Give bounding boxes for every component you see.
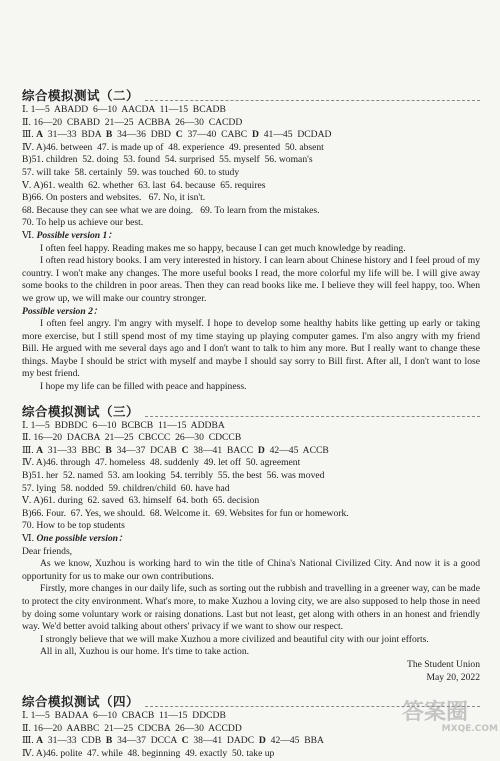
watermark-url: MXQE.COM [441,724,498,734]
answer-line: 70. How to be top students [22,520,125,532]
answer-line: Ⅱ. 16—20 DACBA 21—25 CBCCC 26—30 CDCCB [22,432,242,444]
essay-paragraph: Firstly, more changes in our daily life, such as sorting out the rubbish and travelling in a greener way, can be made to protect the city environment. What's more, to make Xuzhou a loving city, we are also supposed to help those in need by doing some voluntary work or raising donations. Last but not least, get along with others in an honest and friendly way. We'd better avoid talking about others' privacy if we want to show our respect. [22,583,480,633]
answer-line: Ⅰ. 1—5 BDBDC 6—10 BCBCB 11—15 ADDBA [22,419,225,431]
section-3-title: 综合模拟测试（三） [22,403,140,419]
section-2-title: 综合模拟测试（二） [22,88,140,103]
answer-line: Ⅲ. A 31—33 BDA B 34—36 DBD C 37—40 CABC D 41—45 DCDAD [22,129,332,141]
letter-signature: The Student Union [406,658,480,670]
essay-paragraph: All in all, Xuzhou is our home. It's time to take action. [40,646,250,658]
answer-line: B)51. children 52. doing 53. found 54. surprised 55. myself 56. woman's [22,154,313,166]
answer-line: Ⅰ. 1—5 BADAA 6—10 CBACB 11—15 DDCDB [22,710,226,722]
answer-line: Ⅳ. A)46. between 47. is made up of 48. experience 49. presented 50. absent [22,141,324,153]
answer-line: Ⅱ. 16—20 CBABD 21—25 ACBBA 26—30 CACDD [22,116,243,128]
answer-line: 68. Because they can see what we are doing. 69. To learn from the mistakes. [22,204,320,216]
essay-paragraph: I often feel angry. I'm angry with myself. I hope to develop some healthy habits like getting up early or taking more exercise, but I still spend most of my time staying up playing computer games. I'm also angry with my friend Bill. He argued with me several days ago and I don't want to talk to him any more. But I really want to change these things. Maybe I should be strict with myself and maybe I should say sorry to Bill first. After all, I don't want to lose my best friend. [22,318,480,380]
answer-line: 57. will take 58. certainly 59. was touched 60. to study [22,166,240,178]
answer-line: Ⅲ. A 31—33 BBC B 34—37 DCAB C 38—41 BACC D 42—45 ACCB [22,444,329,456]
answer-line: 70. To help us achieve our best. [22,217,144,229]
answer-line: B)66. On posters and websites. 67. No, it isn't. [22,192,206,204]
section-3-header [22,404,480,420]
essay-paragraph: I often read history books. I am very interested in history. I can learn about Chinese history and I feel proud of my country. I won't make any changes. The more useful books I read, the more colorful my life will be. I will give away some books to the children in poor areas. Then they can read books like me. I believe they will feel happy, too. When we grow up, we will make our country stronger. [22,255,480,304]
letter-greeting: Dear friends, [22,545,73,557]
answer-line: Ⅳ. A)46. polite 47. while 48. beginning 49. exactly 50. take up [22,747,275,759]
watermark-logo [402,702,498,736]
answer-line: Ⅳ. A)46. through 47. homeless 48. suddenly 49. let off 50. agreement [22,457,301,469]
essay-paragraph: I strongly believe that we will make Xuzhou a more civilized and beautiful city with our joint efforts. [40,633,429,645]
section-2-header [22,88,480,104]
answer-page [22,82,480,761]
answer-line: Ⅰ. 1—5 ABADD 6—10 AACDA 11—15 BCADB [22,104,226,115]
section-divider [145,416,480,417]
answer-line: B)51. her 52. named 53. am looking 54. terribly 55. the best 56. was moved [22,470,325,482]
writing-heading: Ⅵ. One possible version： [22,533,128,544]
answer-line: B)66. Four. 67. Yes, we should. 68. Welcome it. 69. Websites for fun or homework. [22,507,349,519]
essay-paragraph: I often feel happy. Reading makes me so happy, because I can get much knowledge by reading. [40,242,406,254]
answer-line: Ⅴ. A)61. wealth 62. whether 63. last 64. because 65. requires [22,179,266,191]
section-divider [145,100,480,101]
writing-heading: Ⅵ. Possible version 1： [22,229,117,241]
answer-line: Ⅱ. 16—20 AABBC 21—25 CDCBA 26—30 ACCDD [22,722,242,734]
answer-line: Ⅲ. A 31—33 CDB B 34—37 DCCA C 38—41 DADC D 42—45 BBA [22,735,324,747]
essay-paragraph: As we know, Xuzhou is working hard to win the title of China's National Civilized City. And now it is a good opportunity for us to make our own contributions. [22,558,480,582]
letter-date: May 20, 2022 [426,671,480,683]
answer-line: Ⅴ. A)61. during 62. saved 63. himself 64. both 65. decision [22,495,260,507]
watermark-text: 答案圈 [402,700,469,725]
section-4-title: 综合模拟测试（四） [22,694,140,710]
version-heading: Possible version 2： [22,305,103,317]
answer-line: 57. lying 58. nodded 59. children/child 60. have had [22,482,230,494]
essay-paragraph: I hope my life can be filled with peace and happiness. [40,381,247,393]
